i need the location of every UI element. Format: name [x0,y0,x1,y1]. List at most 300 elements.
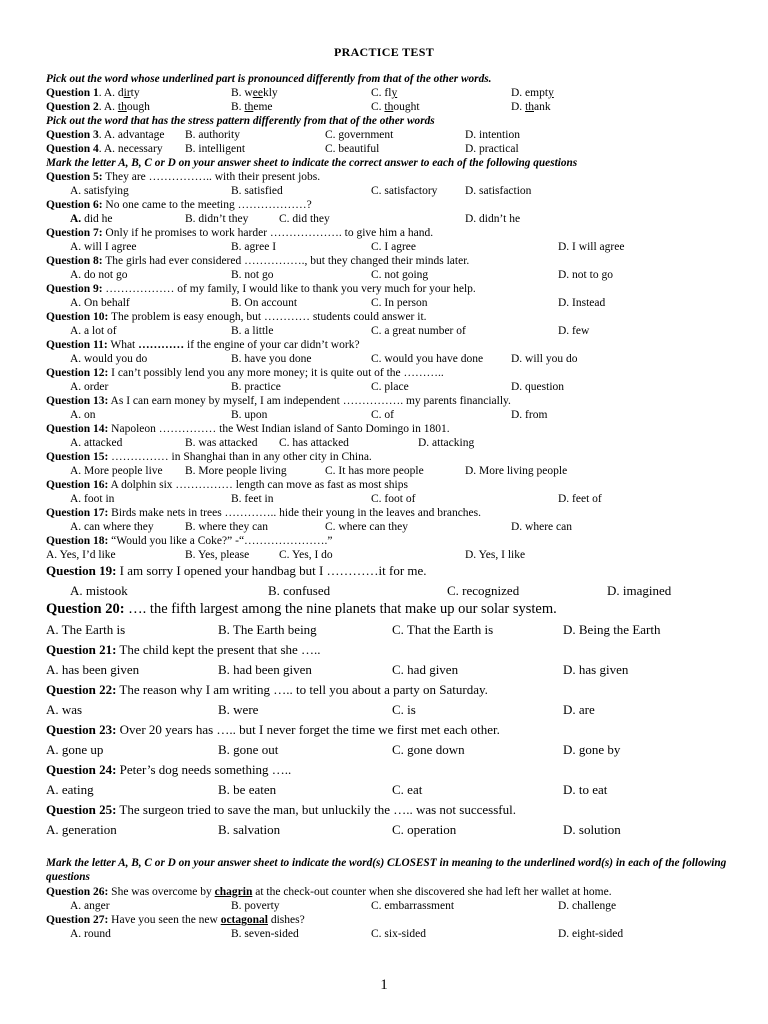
text-run: C. That the Earth is [392,622,494,637]
text-run: C. beautiful [325,143,380,155]
bold-text: Question 10: [46,311,109,323]
text-run: B. Yes, please [185,549,250,561]
text-run: A. order [70,381,109,393]
answer-option [46,548,116,562]
answer-option [465,464,567,478]
answer-option [231,268,274,282]
text-run: B. where they can [185,521,269,533]
question-stem [46,226,746,240]
text-run: Birds make nets in trees ………….. hide their young in the leaves and branches. [108,507,481,519]
text-run: D. question [511,381,565,393]
text-run: at the check-out counter when she discovered she had left her wallet at home. [252,886,612,898]
text-run: B. gone out [218,742,279,757]
text-run: D. didn’t he [465,213,521,225]
answer-option [279,212,330,226]
text-run: D. Yes, I like [465,549,526,561]
text-run: C. It has more people [325,465,424,477]
question-stem [46,478,746,492]
answer-option [511,352,577,366]
text-run: D. challenge [558,900,617,912]
text-run: A. On behalf [70,297,130,309]
text-run: I am sorry I opened your handbag but I …………it for me. [116,563,427,578]
text-run: C. In person [371,297,428,309]
text-run: C. gone down [392,742,465,757]
answer-option [371,408,394,422]
text-run: D. Instead [558,297,606,309]
text-run: As I can earn money by myself, I am independent ……………. my parents financially. [108,395,511,407]
text-run: A. on [70,409,96,421]
text-run: C. I agree [371,241,417,253]
bold-text: A. [70,213,82,225]
text-run: Only if he promises to work harder ………………. to give him a hand. [102,227,434,239]
answer-option [279,548,333,562]
text-run: B. was attacked [185,437,258,449]
text-run: A. Yes, I’d like [46,549,116,561]
answer-option [46,128,165,142]
answer-option [371,927,426,941]
underlined-text: th [525,101,535,113]
answer-option [371,296,428,310]
text-run: C. government [325,129,394,141]
text-run: D. from [511,409,548,421]
answer-option [465,548,525,562]
question-stem [46,913,746,927]
underlined-text: y [548,87,554,99]
text-run: D. intention [465,129,520,141]
answer-option [185,548,249,562]
answer-option [607,583,671,599]
text-run: B. satisfied [231,185,283,197]
text-run: . A. d [98,87,124,99]
text-run: A. will I agree [70,241,137,253]
text-run: B. a little [231,325,274,337]
answer-option [70,184,129,198]
bold-text: Question 13: [46,395,109,407]
answer-option [185,212,248,226]
question-stem [46,642,746,658]
answer-option [563,622,660,638]
text-run: C. eat [392,782,423,797]
answer-option [511,408,547,422]
bold-text: Question 9: [46,283,103,295]
page-title: PRACTICE TEST [333,45,435,59]
bold-text: Question 12: [46,367,109,379]
answer-option [392,822,456,838]
text-run: B. practice [231,381,281,393]
text-run: C. [371,101,385,113]
text-run: A. a lot of [70,325,117,337]
answer-option [185,436,258,450]
answer-option [511,100,551,114]
bold-text: Question 17: [46,507,109,519]
bold-text: Question 18: [46,535,109,547]
question-stem [46,254,746,268]
text-run: She was overcome by [108,886,215,898]
text-run: B. poverty [231,900,280,912]
answer-option [231,927,299,941]
answer-option [465,184,531,198]
answer-option [371,899,454,913]
text-run: A. More people live [70,465,163,477]
text-run: A. would you do [70,353,148,365]
text-run: kly [262,87,278,99]
text-run: D. few [558,325,590,337]
answer-option [218,822,280,838]
section-instruction: Mark the letter A, B, C or D on your answer sheet to indicate the word(s) CLOSEST in meaning to the underlined word(s) in each of the following questions [46,857,727,883]
answer-option [70,380,108,394]
bold-text: Question 19: [46,563,117,578]
answer-option [558,268,613,282]
text-run: A. has been given [46,662,140,677]
text-run: No one came to the meeting ………………? [102,199,312,211]
text-run: D. will you do [511,353,578,365]
answer-option [279,436,349,450]
text-run: D. I will agree [558,241,625,253]
answer-option [218,702,258,718]
text-run: A. was [46,702,83,717]
bold-text: Question 21: [46,642,117,657]
text-run: What [107,339,139,351]
answer-option [70,899,110,913]
answer-option [392,622,493,638]
answer-option [268,583,330,599]
text-run: D. gone by [563,742,621,757]
text-run: A. gone up [46,742,104,757]
text-run: B. were [218,702,259,717]
underlined-text: ir [123,87,131,99]
answer-option [70,352,147,366]
question-stem [46,885,746,899]
bold-text: Question 25: [46,802,117,817]
text-run: C. where can they [325,521,409,533]
bold-text: ………… [138,339,185,351]
answer-option [392,702,416,718]
text-run: C. not going [371,269,429,281]
text-run: if the engine of your car didn’t work? [184,339,360,351]
bold-text: Question 16: [46,479,109,491]
text-run: They are …………….. with their present jobs. [102,171,321,183]
text-run: D. to eat [563,782,608,797]
text-run: B. be eaten [218,782,277,797]
section-instruction: Pick out the word that has the stress pattern differently from that of the other words [46,115,435,127]
answer-option [563,702,595,718]
text-run: D. empt [511,87,549,99]
answer-option [563,742,620,758]
answer-option [563,662,628,678]
text-run: …………… in Shanghai than in any other city in China. [108,451,372,463]
answer-option [185,520,268,534]
bold-text: Question 7: [46,227,103,239]
underlined-text: th [384,101,394,113]
answer-option [371,492,415,506]
text-run: B. feet in [231,493,274,505]
answer-option [563,822,621,838]
answer-option [558,492,602,506]
text-run: D. feet of [558,493,602,505]
text-run: B. seven-sided [231,928,299,940]
question-stem [46,506,746,520]
text-run: Have you seen the new [108,914,221,926]
text-run: B. upon [231,409,268,421]
answer-option [392,742,465,758]
text-run: “Would you like a Coke?” -“………………….” [108,535,333,547]
question-stem [46,682,746,698]
text-run: eme [253,101,273,113]
underlined-text: y [391,87,398,99]
question-stem [46,338,746,352]
answer-option [465,128,520,142]
answer-option [511,520,572,534]
question-stem [46,198,746,212]
text-run: B. had been given [218,662,312,677]
underlined-keyword: chagrin [214,886,253,898]
answer-option [447,583,519,599]
answer-option [218,622,317,638]
answer-option [46,86,140,100]
text-run: A. anger [70,900,110,912]
text-run: The girls had ever considered ……………., but they changed their minds later. [102,255,470,267]
text-run: C. recognized [447,583,520,598]
answer-option [185,142,245,156]
text-run: C. has attacked [279,437,349,449]
question-stem [46,762,746,778]
answer-option [70,436,122,450]
question-stem [46,282,746,296]
answer-option [70,583,128,599]
answer-option [46,782,94,798]
answer-option [185,128,240,142]
answer-option [558,324,589,338]
question-stem [46,600,746,618]
text-run: A. do not go [70,269,128,281]
answer-option [70,212,113,226]
answer-option [46,662,139,678]
question-stem [46,563,746,579]
question-stem [46,450,746,464]
underlined-text: th [117,101,127,113]
text-run: B. salvation [218,822,281,837]
answer-option [325,142,379,156]
text-run: ty [130,87,140,99]
question-stem [46,394,746,408]
text-run: C. Yes, I do [279,549,333,561]
answer-option [371,240,416,254]
text-run: C. place [371,381,409,393]
text-run: The reason why I am writing ….. to tell you about a party on Saturday. [116,682,488,697]
text-run: Napoleon …………… the West Indian island of Santo Domingo in 1801. [108,423,450,435]
text-run: C. foot of [371,493,416,505]
bold-text: Question 15: [46,451,109,463]
answer-option [70,240,136,254]
text-run: C. is [392,702,416,717]
text-run: D. practical [465,143,519,155]
bold-text: Question 3 [46,129,99,141]
text-run: A. can where they [70,521,154,533]
underlined-text: th [244,101,254,113]
answer-option [511,86,554,100]
question-stem [46,170,746,184]
answer-option [371,268,428,282]
text-run: A. mistook [70,583,128,598]
bold-text: Question 26: [46,886,109,898]
answer-option [70,324,117,338]
answer-option [185,464,287,478]
text-run: ough [126,101,150,113]
text-run: . A. necessary [98,143,163,155]
text-run: D. solution [563,822,621,837]
answer-option [371,184,437,198]
answer-option [418,436,474,450]
text-run: C. did they [279,213,330,225]
answer-option [70,464,163,478]
bold-text: Question 23: [46,722,117,737]
section-instruction: Mark the letter A, B, C or D on your answer sheet to indicate the correct answer to each of the following questions [46,157,578,169]
text-run: B. On account [231,297,298,309]
text-run: I can’t possibly lend you any more money; it is quite out of the ……….. [108,367,444,379]
text-run: A. satisfying [70,185,129,197]
text-run: . A. advantage [98,129,165,141]
answer-option [371,86,397,100]
text-run: B. authority [185,129,240,141]
text-run: D. are [563,702,595,717]
text-run: B. didn’t they [185,213,249,225]
text-run: D. imagined [607,583,672,598]
answer-option [558,927,623,941]
text-run: A. foot in [70,493,115,505]
answer-option [371,324,466,338]
answer-option [231,296,297,310]
text-run: ought [393,101,420,113]
text-run: B. confused [268,583,331,598]
answer-option [46,100,150,114]
text-run: C. operation [392,822,457,837]
text-run: D. satisfaction [465,185,532,197]
text-run: did he [81,213,113,225]
text-run: D. where can [511,521,572,533]
answer-option [325,520,408,534]
question-stem [46,534,746,548]
text-run: D. [511,101,526,113]
answer-option [558,240,624,254]
question-stem [46,310,746,324]
answer-option [371,352,483,366]
text-run: B. have you done [231,353,312,365]
answer-option [46,742,103,758]
answer-option [231,408,267,422]
question-stem [46,802,746,818]
bold-text: Question 1 [46,87,99,99]
answer-option [218,662,312,678]
answer-option [218,782,276,798]
question-stem [46,722,746,738]
text-run: Over 20 years has ….. but I never forget the time we first met each other. [116,722,500,737]
text-run: A. attacked [70,437,123,449]
text-run: C. had given [392,662,459,677]
text-run: B. agree I [231,241,277,253]
answer-option [231,380,281,394]
text-run: C. a great number of [371,325,466,337]
text-run: D. has given [563,662,629,677]
text-run: ank [534,101,551,113]
text-run: C. would you have done [371,353,484,365]
text-run: D. attacking [418,437,475,449]
bold-text: Question 14: [46,423,109,435]
bold-text: Question 22: [46,682,117,697]
answer-option [465,212,520,226]
answer-option [70,492,114,506]
bold-text: Question 4 [46,143,99,155]
text-run: C. six-sided [371,928,426,940]
text-run: D. eight-sided [558,928,624,940]
underlined-keyword: octagonal [220,914,268,926]
text-run: B. The Earth being [218,622,317,637]
text-run: . A. [98,101,118,113]
underlined-text: ee [252,87,263,99]
page-number: 1 [380,977,388,993]
text-run: A. The Earth is [46,622,126,637]
answer-option [46,822,117,838]
answer-option [70,408,96,422]
text-run: A dolphin six …………… length can move as fast as most ships [108,479,408,491]
bold-text: Question 20: [46,601,125,617]
answer-option [218,742,278,758]
answer-option [231,86,278,100]
answer-option [558,899,616,913]
answer-option [231,324,273,338]
text-run: B. intelligent [185,143,246,155]
answer-option [231,352,311,366]
question-stem [46,366,746,380]
bold-text: Question 11: [46,339,108,351]
text-run: ……………… of my family, I would like to thank you very much for your help. [102,283,476,295]
text-run: C. of [371,409,394,421]
section-instruction: Pick out the word whose underlined part is pronounced differently from that of the other words. [46,73,492,85]
answer-option [70,296,130,310]
bold-text: Question 24: [46,762,117,777]
answer-option [371,380,409,394]
bold-text: Question 8: [46,255,103,267]
text-run: C. satisfactory [371,185,438,197]
text-run: A. generation [46,822,117,837]
text-run: A. round [70,928,111,940]
text-run: dishes? [267,914,305,926]
text-run: C. embarrassment [371,900,455,912]
text-run: B. not go [231,269,274,281]
text-run: B. [231,101,245,113]
answer-option [325,128,393,142]
text-run: A. eating [46,782,94,797]
answer-option [231,899,280,913]
text-run: B. More people living [185,465,287,477]
text-run: D. Being the Earth [563,622,661,637]
answer-option [371,100,420,114]
answer-option [325,464,424,478]
question-stem [46,422,746,436]
text-run: The child kept the present that she ….. [116,642,321,657]
answer-option [231,492,273,506]
answer-option [511,380,564,394]
text-run: …. the fifth largest among the nine planets that make up our solar system. [124,601,557,617]
answer-option [558,296,605,310]
bold-text: Question 6: [46,199,103,211]
answer-option [392,782,422,798]
answer-option [46,142,163,156]
text-run: D. not to go [558,269,613,281]
text-run: C. fl [371,87,392,99]
text-run: B. w [231,87,253,99]
answer-option [392,662,458,678]
answer-option [70,927,111,941]
